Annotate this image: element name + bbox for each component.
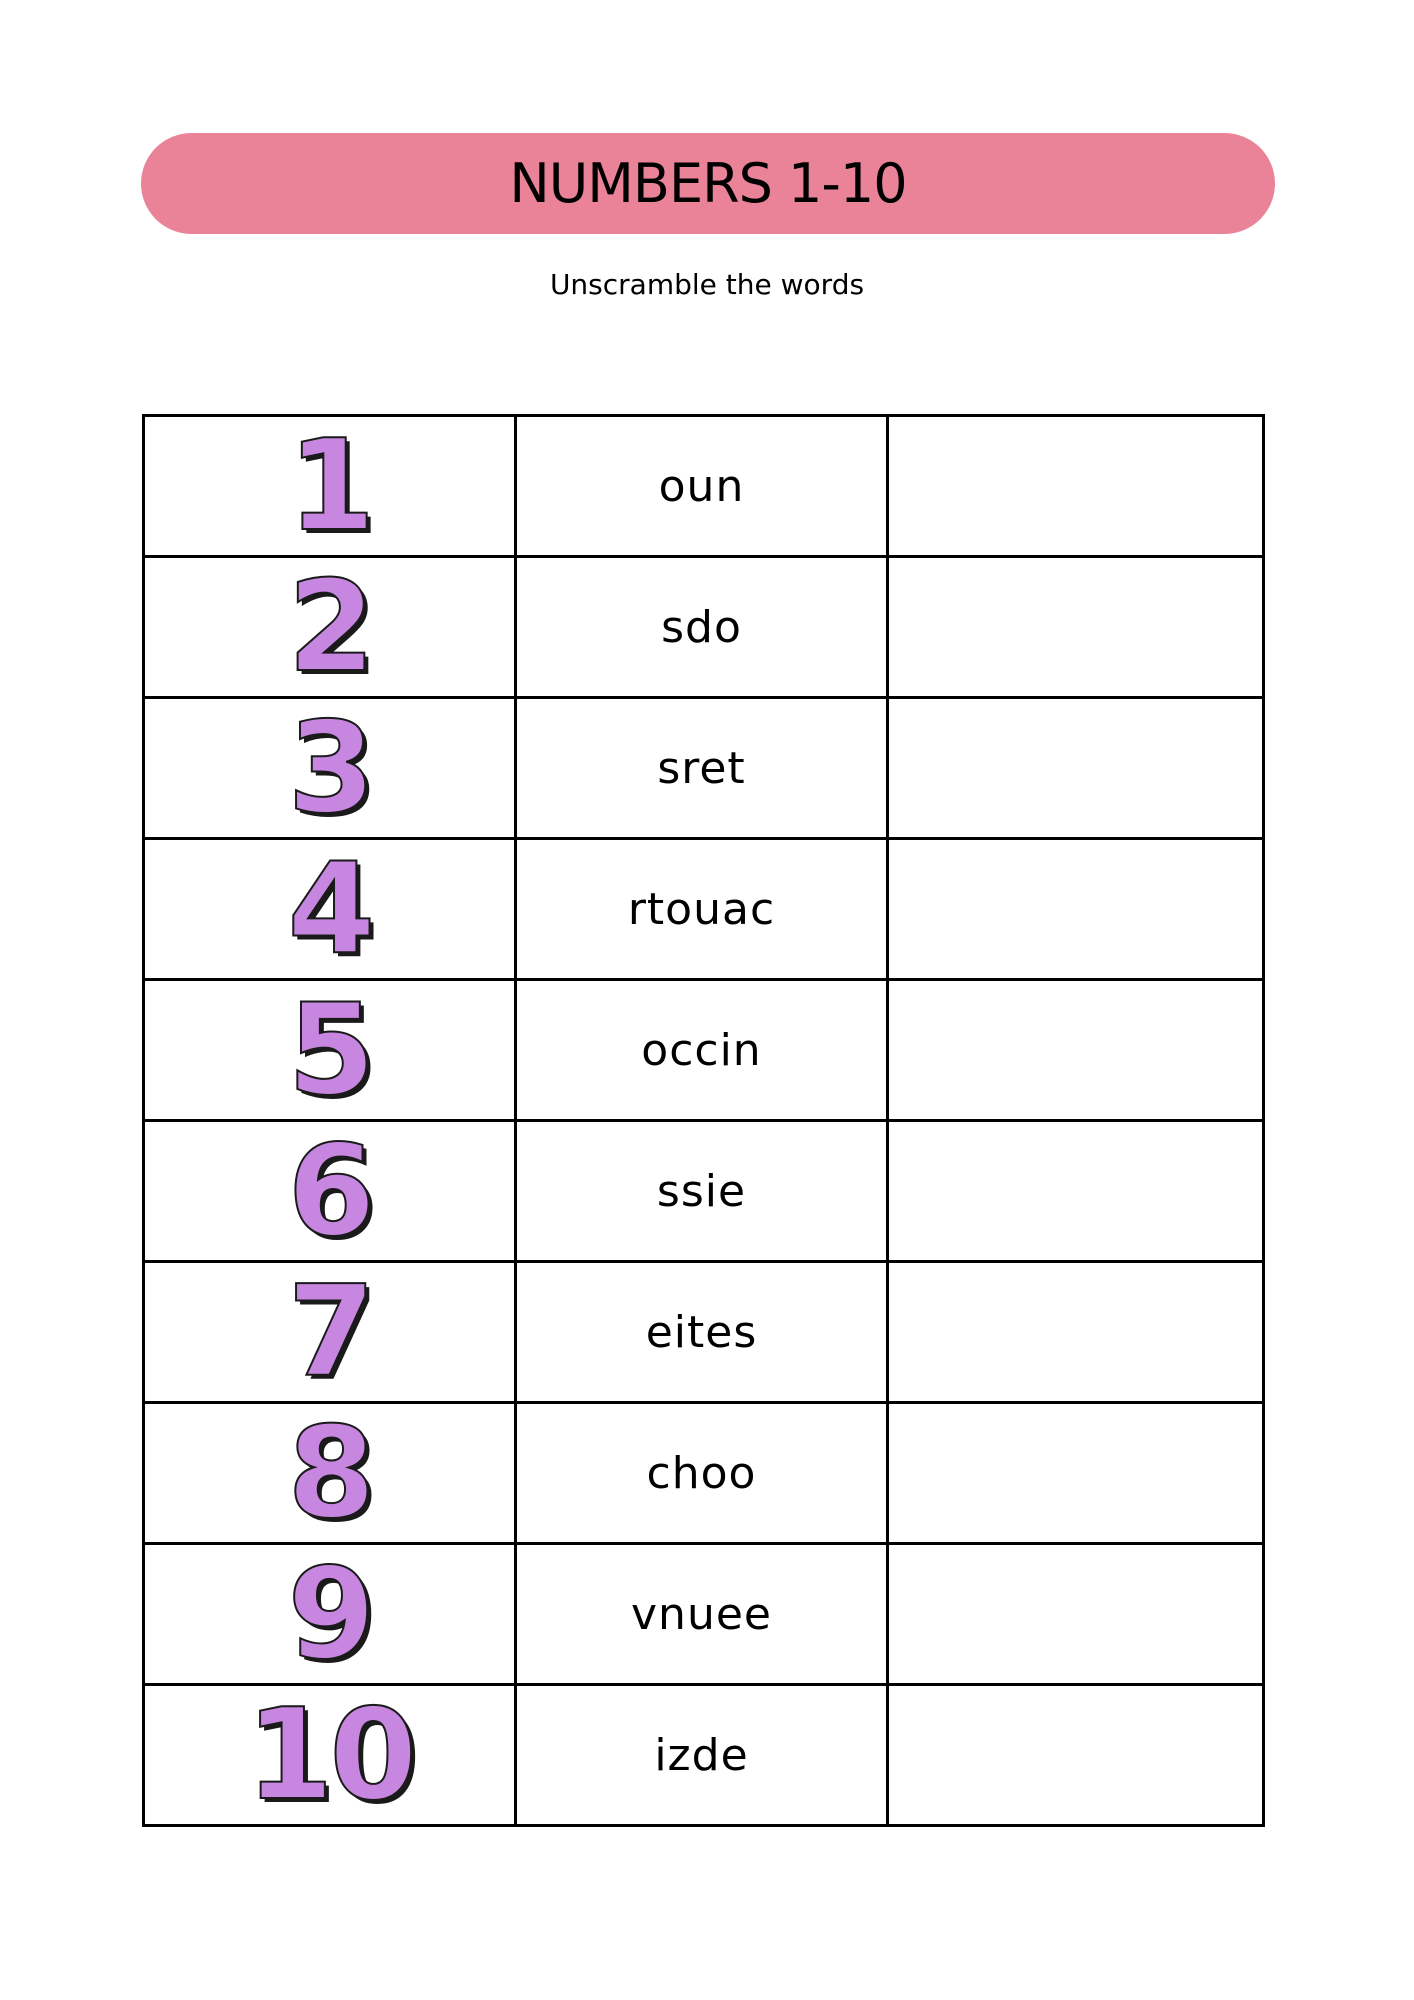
scrambled-word: sret (657, 742, 746, 794)
number-cell (144, 1399, 516, 1546)
scrambled-word-cell (516, 1544, 888, 1685)
number-cell (144, 976, 516, 1123)
table-body (144, 412, 1264, 1828)
table-row (144, 980, 1264, 1121)
scrambled-word: rtouac (627, 883, 776, 935)
answer-cell[interactable] (888, 698, 1264, 839)
answer-cell[interactable] (888, 416, 1264, 557)
answer-cell[interactable] (888, 1685, 1264, 1826)
scrambled-word-cell (516, 980, 888, 1121)
number-cell (144, 1258, 516, 1405)
scrambled-word-cell (516, 839, 888, 980)
number-cell (144, 1540, 516, 1687)
table-row (144, 698, 1264, 839)
number-cell (144, 553, 516, 700)
table-row (144, 1685, 1264, 1826)
number-label: 5 (287, 976, 372, 1123)
answer-cell[interactable] (888, 839, 1264, 980)
scrambled-word: vnuee (631, 1588, 772, 1640)
scrambled-word-cell (516, 1262, 888, 1403)
scrambled-word: oun (658, 460, 745, 512)
number-label: 2 (287, 553, 372, 700)
title-banner (141, 133, 1275, 234)
number-label: 10 (245, 1681, 414, 1828)
number-cell (144, 412, 516, 559)
number-label: 4 (287, 835, 372, 982)
answer-cell[interactable] (888, 1262, 1264, 1403)
table-row (144, 1403, 1264, 1544)
answer-cell[interactable] (888, 1403, 1264, 1544)
number-label: 7 (287, 1258, 372, 1405)
scrambled-word: occin (641, 1024, 762, 1076)
number-cell (144, 694, 516, 841)
number-label: 9 (287, 1540, 372, 1687)
answer-cell[interactable] (888, 980, 1264, 1121)
number-label: 6 (287, 1117, 372, 1264)
table-row (144, 1121, 1264, 1262)
table-row (144, 839, 1264, 980)
scrambled-word: ssie (656, 1165, 747, 1217)
unscramble-table (142, 414, 1265, 1827)
number-cell (144, 1681, 516, 1828)
table-row (144, 1262, 1264, 1403)
scrambled-word: choo (646, 1447, 757, 1499)
scrambled-word: izde (654, 1729, 749, 1781)
scrambled-word-cell (516, 557, 888, 698)
answer-cell[interactable] (888, 557, 1264, 698)
number-cell (144, 1117, 516, 1264)
number-label: 3 (287, 694, 372, 841)
scrambled-word-cell (516, 1403, 888, 1544)
number-label: 8 (287, 1399, 372, 1546)
scrambled-word: sdo (661, 601, 742, 653)
number-label: 1 (287, 412, 372, 559)
scrambled-word-cell (516, 416, 888, 557)
table-row (144, 557, 1264, 698)
answer-cell[interactable] (888, 1121, 1264, 1262)
instructions: Unscramble the words (549, 268, 865, 301)
page-title: NUMBERS 1-10 (509, 152, 907, 215)
answer-cell[interactable] (888, 1544, 1264, 1685)
scrambled-word-cell (516, 1121, 888, 1262)
table-row (144, 416, 1264, 557)
scrambled-word-cell (516, 1685, 888, 1826)
scrambled-word-cell (516, 698, 888, 839)
number-cell (144, 835, 516, 982)
scrambled-word: eites (645, 1306, 758, 1358)
table-row (144, 1544, 1264, 1685)
